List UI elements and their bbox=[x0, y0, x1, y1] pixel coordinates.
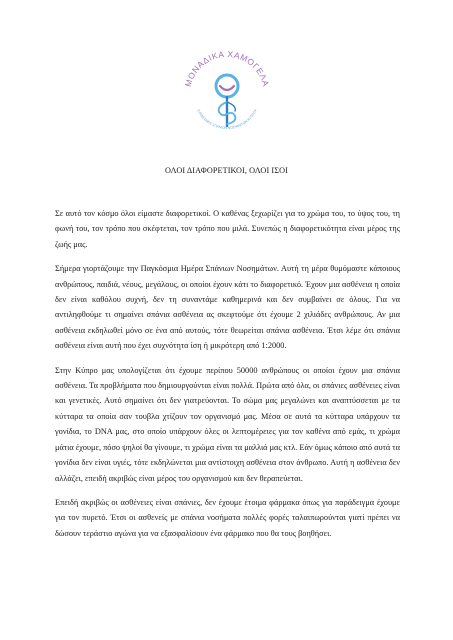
logo-graphic bbox=[172, 36, 282, 146]
paragraph-3: Στην Κύπρο μας υπολογίζεται ότι έχουμε περίπου 50000 ανθρώπους οι οποίοι έχουν μια σπάνια ασθένεια. Τα προβλήματα που δημιουργούνται είναι πολλά. Πρώτα από όλα, οι σπάνιες ασθένειες είναι και γενετικές. Αυτό σημαίνει ότι δεν γιατρεύονται. Το σώμα μας μεγαλώνει και αναπτύσσεται με τα κύτταρα τα οποία σαν τουβλα χτίζουν τον οργανισμό μας. Μέσα σε αυτά τα κύτταρα υπάρχουν τα γονίδια, το DNA μας, στο οποίο υπάρχουν όλες οι λεπτομέρειες για τον καθένα από εμάς, τι χρώμα μάτια έχουμε, πόσο ψηλοί θα γίνουμε, τι χρώμα είναι τα μαλλιά μας κτλ. Εάν όμως κάποιο από αυτά τα γονίδια δεν είναι υγιές, τότε εκδηλώνεται μια αντίστοιχη ασθένεια στον άνθρωπο. Αυτή η ασθένεια δεν αλλάζει, επειδή ακριβώς είναι μέρος του οργανισμού και δεν θεραπεύεται. bbox=[55, 365, 400, 483]
paragraph-4: Επειδή ακριβώς οι ασθένειες είναι σπάνιες, δεν έχουμε έτοιμα φάρμακα όπως για παράδειγμα έχουμε για τον πυρετό. Έτσι οι ασθενείς με σπάνια νοσήματα πολλές φορές ταλαιπωρούνται γιατί πρέπει να δώσουν τεράστιο αγώνα για να εξασφαλίσουν ένα φάρμακο που θα τους βοηθήσει. bbox=[55, 497, 400, 538]
paragraph-2: Σήμερα γιορτάζουμε την Παγκόσμια Ημέρα Σπάνιων Νοσημάτων. Αυτή τη μέρα θυμόμαστε κάποιους ανθρώπους, παιδιά, νέους, μεγάλους, οι οποίοι έχουν κάτι το διαφορετικό. Έχουν μια ασθένεια η οποία δεν είναι καθόλου συχνή, δεν τη συναντάμε καθημερινά και δεν συμβαίνει σε όλους. Για να αντιληφθούμε τι σημαίνει σπάνια ασθένεια ας σκεφτούμε ότι έχουμε 2 χιλιάδες ανθρώπους. Αν μια ασθένεια εκδηλωθεί μόνο σε ένα από αυτούς, τότε θεωρείται σπάνια ασθένεια. Έτσι λέμε ότι σπάνια ασθένεια είναι αυτή που έχει συχνότητα ίση ή μικρότερη από 1:2000. bbox=[55, 264, 400, 351]
logo-arc-text: ΜΟΝΑΔΙΚΑ ΧΑΜΟΓΕΛΑ bbox=[182, 48, 272, 88]
paragraph-1: Σε αυτό τον κόσμο όλοι είμαστε διαφορετικοί. Ο καθένας ξεχωρίζει για το χρώμα του, το ύψος του, τη φωνή του, τον τρόπο που σκέφτεται, τον τρόπο που μιλά. Συνεπώς η διαφορετικότητα είναι μέρος της ζωής μας. bbox=[55, 209, 400, 249]
logo-sub-text: ΣΥΝΔΕΣΜΟΣ ΣΠΑΝΙΩΝ ΝΟΣΗΜΑΤΩΝ ΚΥΠΡΟΥ bbox=[196, 108, 258, 131]
document-title: ΟΛΟΙ ΔΙΑΦΟΡΕΤΙΚΟΙ, ΟΛΟΙ ΙΣΟΙ bbox=[165, 166, 288, 175]
organization-logo bbox=[172, 36, 282, 146]
document-body bbox=[55, 206, 400, 550]
smiling-figure-icon bbox=[216, 75, 238, 126]
